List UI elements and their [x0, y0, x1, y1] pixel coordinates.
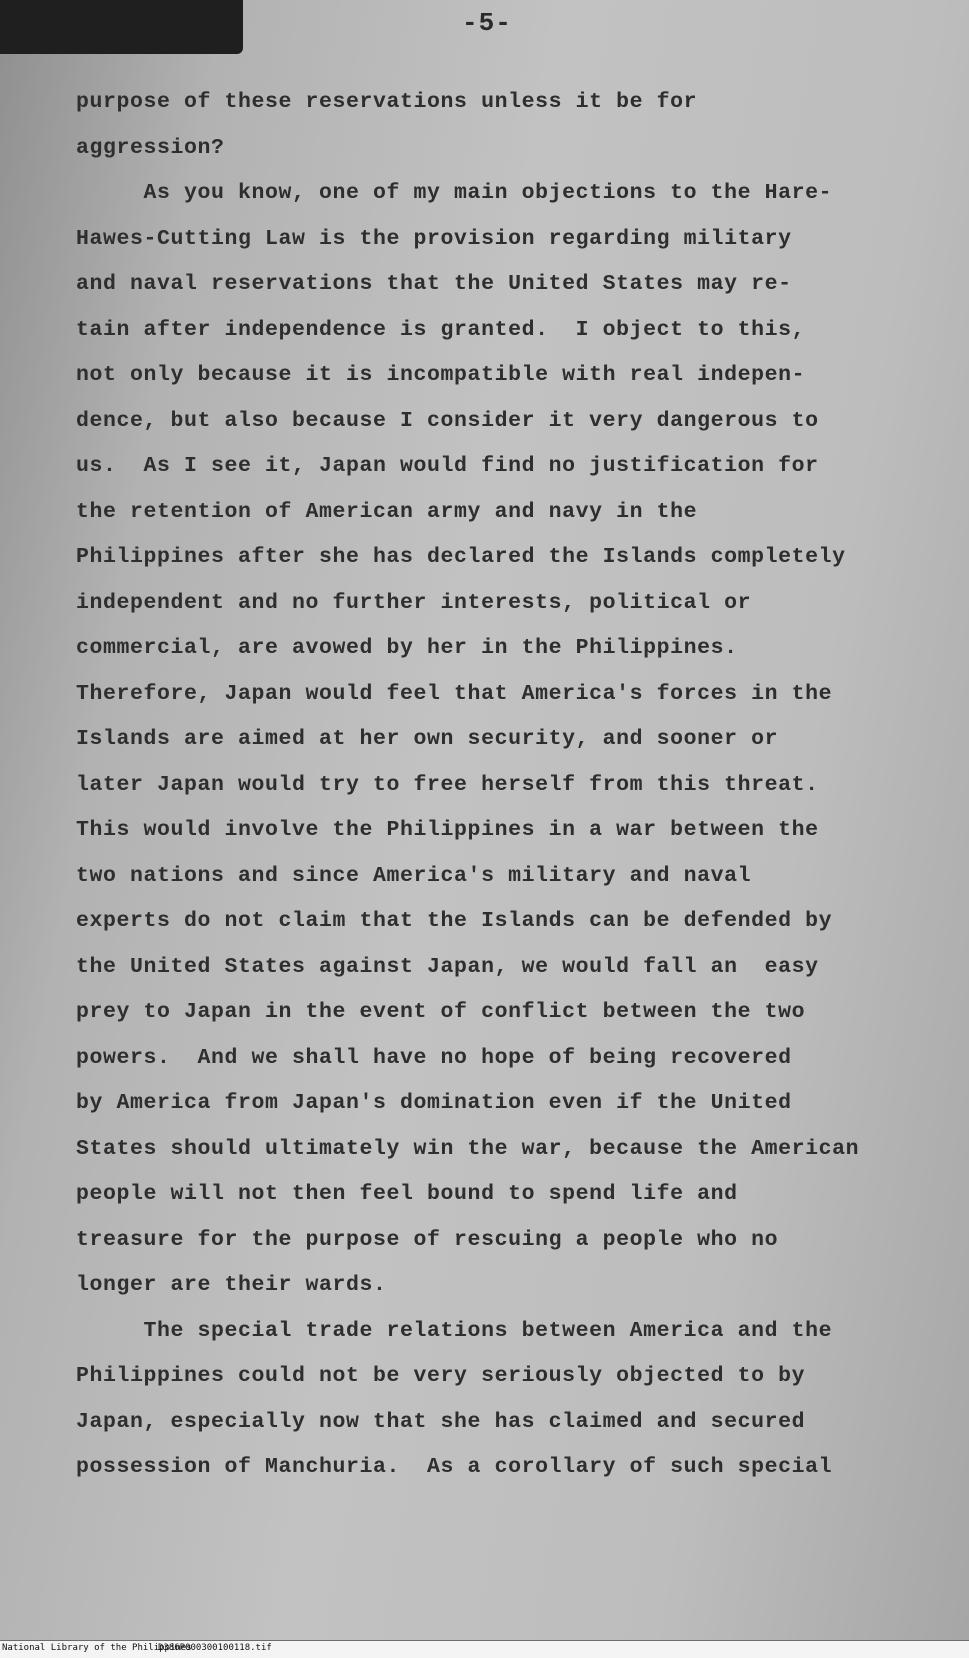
text-line: independent and no further interests, political or	[76, 590, 752, 615]
scan-footer	[0, 1641, 969, 1658]
text-line: longer are their wards.	[76, 1273, 387, 1297]
text-line: us. As I see it, Japan would find no justification for	[76, 454, 819, 478]
text-line: Japan, especially now that she has claimed and secured	[76, 1409, 806, 1434]
text-line: not only because it is incompatible with real indepen-	[76, 363, 806, 387]
text-line: The special trade relations between America and the	[76, 1318, 833, 1343]
footer-file-id: D386P000300100118.tif	[158, 1643, 272, 1653]
text-line: Philippines after she has declared the Islands completely	[76, 545, 846, 569]
letter-body	[76, 80, 936, 1491]
text-line: prey to Japan in the event of conflict between the two	[76, 1000, 806, 1024]
text-line: purpose of these reservations unless it be for	[76, 90, 698, 114]
text-line: As you know, one of my main objections to the Hare-	[76, 181, 833, 205]
text-line: This would involve the Philippines in a war between the	[76, 818, 819, 842]
footer-library: National Library of the Philippines	[2, 1643, 192, 1653]
text-line: commercial, are avowed by her in the Philippines.	[76, 636, 738, 660]
text-line: powers. And we shall have no hope of being recovered	[76, 1045, 792, 1070]
text-line: dence, but also because I consider it very dangerous to	[76, 408, 819, 433]
text-line: two nations and since America's military and naval	[76, 863, 752, 888]
text-line: and naval reservations that the United States may re-	[76, 272, 792, 296]
text-line: people will not then feel bound to spend life and	[76, 1182, 738, 1206]
text-line: by America from Japan's domination even if the United	[76, 1091, 792, 1115]
text-line: States should ultimately win the war, because the American	[76, 1136, 860, 1161]
text-line: tain after independence is granted. I object to this,	[76, 317, 806, 342]
page-number: -5-	[462, 8, 512, 38]
text-line: Therefore, Japan would feel that America's forces in the	[76, 681, 833, 706]
text-line: Philippines could not be very seriously objected to by	[76, 1364, 806, 1388]
text-line: the United States against Japan, we would fall an easy	[76, 954, 819, 979]
text-line: later Japan would try to free herself from this threat.	[76, 772, 819, 797]
text-line: treasure for the purpose of rescuing a people who no	[76, 1227, 779, 1252]
text-line: aggression?	[76, 135, 225, 160]
text-line: possession of Manchuria. As a corollary of such special	[76, 1455, 833, 1479]
text-line: experts do not claim that the Islands can be defended by	[76, 909, 833, 933]
text-line: Islands are aimed at her own security, and sooner or	[76, 727, 779, 751]
text-line: Hawes-Cutting Law is the provision regarding military	[76, 226, 792, 251]
dark-corner-tab	[0, 0, 243, 54]
text-line: the retention of American army and navy in the	[76, 499, 698, 524]
